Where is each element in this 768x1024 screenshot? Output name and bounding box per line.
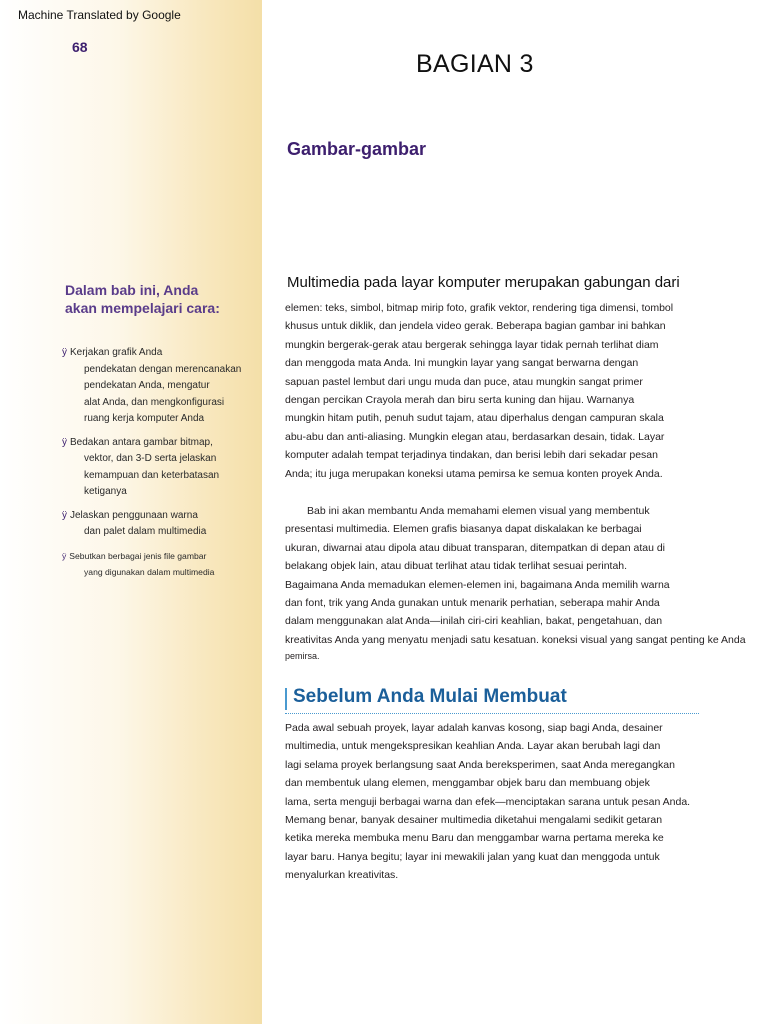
text-line: elemen: teks, simbol, bitmap mirip foto, grafik vektor, rendering tiga dimensi, tombol [285, 302, 674, 314]
objective-text: kemampuan dan keterbatasan [84, 469, 220, 481]
section-heading [285, 685, 699, 714]
bullet-marker: ÿ [62, 347, 67, 358]
text-line: dan font, trik yang Anda gunakan untuk menarik perhatian, seberapa mahir Anda [285, 597, 660, 610]
text-line: khusus untuk diklik, dan jendela video gerak. Beberapa bagian gambar ini bahkan [285, 320, 666, 333]
text-line: lagi selama proyek berlangsung saat Anda bereksperimen, saat Anda meregangkan [285, 758, 675, 771]
bullet-marker: ÿ [62, 509, 67, 521]
objective-item [62, 548, 257, 580]
objective-text: dan palet dalam multimedia [84, 526, 207, 537]
text-line: layar baru. Hanya begitu; layar ini mewakili jalan yang kuat dan menggoda untuk [285, 850, 660, 863]
machine-translation-banner: Machine Translated by Google [18, 8, 181, 22]
text-line: menyalurkan kreativitas. [285, 869, 399, 882]
chapter-label: BAGIAN 3 [416, 50, 534, 78]
text-line: dalam menggunakan alat Anda—inilah ciri-ciri keahlian, bakat, pengetahuan, dan [285, 615, 663, 628]
objective-text: vektor, dan 3-D serta jelaskan [84, 453, 217, 464]
text-line: presentasi multimedia. Elemen grafis biasanya dapat diskalakan ke berbagai [285, 523, 642, 536]
text-line: lama, serta menguji berbagai warna dan efek—menciptakan sarana untuk pesan Anda. [285, 795, 691, 808]
objectives-heading-line: akan mempelajari cara: [65, 300, 220, 316]
objectives-heading [65, 281, 245, 317]
text-line: dan membentuk ulang elemen, menggambar objek baru dan membuang objek [285, 777, 650, 790]
text-line: mungkin hitam putih, penuh sudut tajam, atau diperhalus dengan campuran skala [285, 412, 664, 425]
text-line: abu-abu dan anti-aliasing. Mungkin elegan atau, berdasarkan desain, tidak. Layar [285, 430, 665, 443]
objective-text: pendekatan dengan merencanakan [84, 363, 242, 375]
text-line: belakang objek lain, atau dibuat terlihat atau tidak terlihat sesuai perintah. [285, 560, 628, 573]
chapter-title: Gambar-gambar [287, 139, 427, 159]
bullet-marker: ÿ [62, 550, 67, 561]
paragraph-visual-elements [285, 502, 768, 663]
objective-text: Jelaskan penggunaan warna [70, 509, 198, 521]
section-heading-accent-bar [285, 688, 287, 710]
objectives-list [62, 345, 257, 587]
objective-item [62, 435, 257, 501]
intro-lead-sentence: Multimedia pada layar komputer merupakan gabungan dari [287, 274, 680, 291]
paragraph-intro [285, 299, 768, 483]
objective-text: Kerjakan grafik Anda [70, 347, 163, 358]
text-line: Memang benar, banyak desainer multimedia diketahui mengalami sedikit getaran [285, 814, 663, 827]
objective-text: ketiganya [84, 486, 127, 497]
text-line: dan menggoda mata Anda. Ini mungkin layar yang sangat berwarna dengan [285, 357, 639, 370]
objective-text: ruang kerja komputer Anda [84, 413, 205, 424]
text-line: Pada awal sebuah proyek, layar adalah kanvas kosong, siap bagi Anda, desainer [285, 722, 663, 734]
paragraph-before-you-start [285, 719, 768, 885]
section-heading-text: Sebelum Anda Mulai Membuat [293, 686, 567, 707]
text-line: sapuan pastel lembut dari ungu muda dan puce, atau mungkin sangat primer [285, 375, 643, 388]
text-line: Anda; itu juga merupakan koneksi utama pemirsa ke semua konten proyek Anda. [285, 467, 663, 480]
objective-text: yang digunakan dalam multimedia [84, 566, 215, 577]
text-line: komputer adalah tempat terjadinya tindakan, dan berisi lebih dari sekadar pesan [285, 449, 658, 462]
text-line: multimedia, untuk mengekspresikan keahlian Anda. Layar akan berubah lagi dan [285, 740, 661, 753]
text-line: kreativitas Anda yang menyatu menjadi satu kesatuan. koneksi visual yang sangat penting ke Anda [285, 633, 746, 646]
text-line: Bab ini akan membantu Anda memahami elemen visual yang membentuk [307, 505, 650, 517]
text-line: pemirsa. [285, 651, 320, 662]
objective-text: alat Anda, dan mengkonfigurasi [84, 396, 225, 408]
objective-text: pendekatan Anda, mengatur [84, 380, 210, 391]
page-number: 68 [72, 39, 88, 55]
objective-text: Sebutkan berbagai jenis file gambar [69, 550, 207, 561]
text-line: dengan percikan Crayola merah dan biru serta kuning dan hijau. Warnanya [285, 394, 635, 407]
text-line: ketika mereka membuka menu Baru dan menggambar warna pertama mereka ke [285, 832, 664, 845]
objective-item [62, 345, 257, 428]
objective-text: Bedakan antara gambar bitmap, [70, 436, 213, 448]
text-line: mungkin bergerak-gerak atau bergerak sehingga layar tidak pernah terlihat diam [285, 338, 659, 351]
text-line: ukuran, diwarnai atau dipola atau dibuat transparan, ditempatkan di depan atau di [285, 541, 666, 554]
objectives-heading-line: Dalam bab ini, Anda [65, 282, 199, 298]
text-line: Bagaimana Anda memadukan elemen-elemen ini, bagaimana Anda memilih warna [285, 578, 670, 591]
objective-item [62, 508, 257, 541]
bullet-marker: ÿ [62, 436, 67, 448]
